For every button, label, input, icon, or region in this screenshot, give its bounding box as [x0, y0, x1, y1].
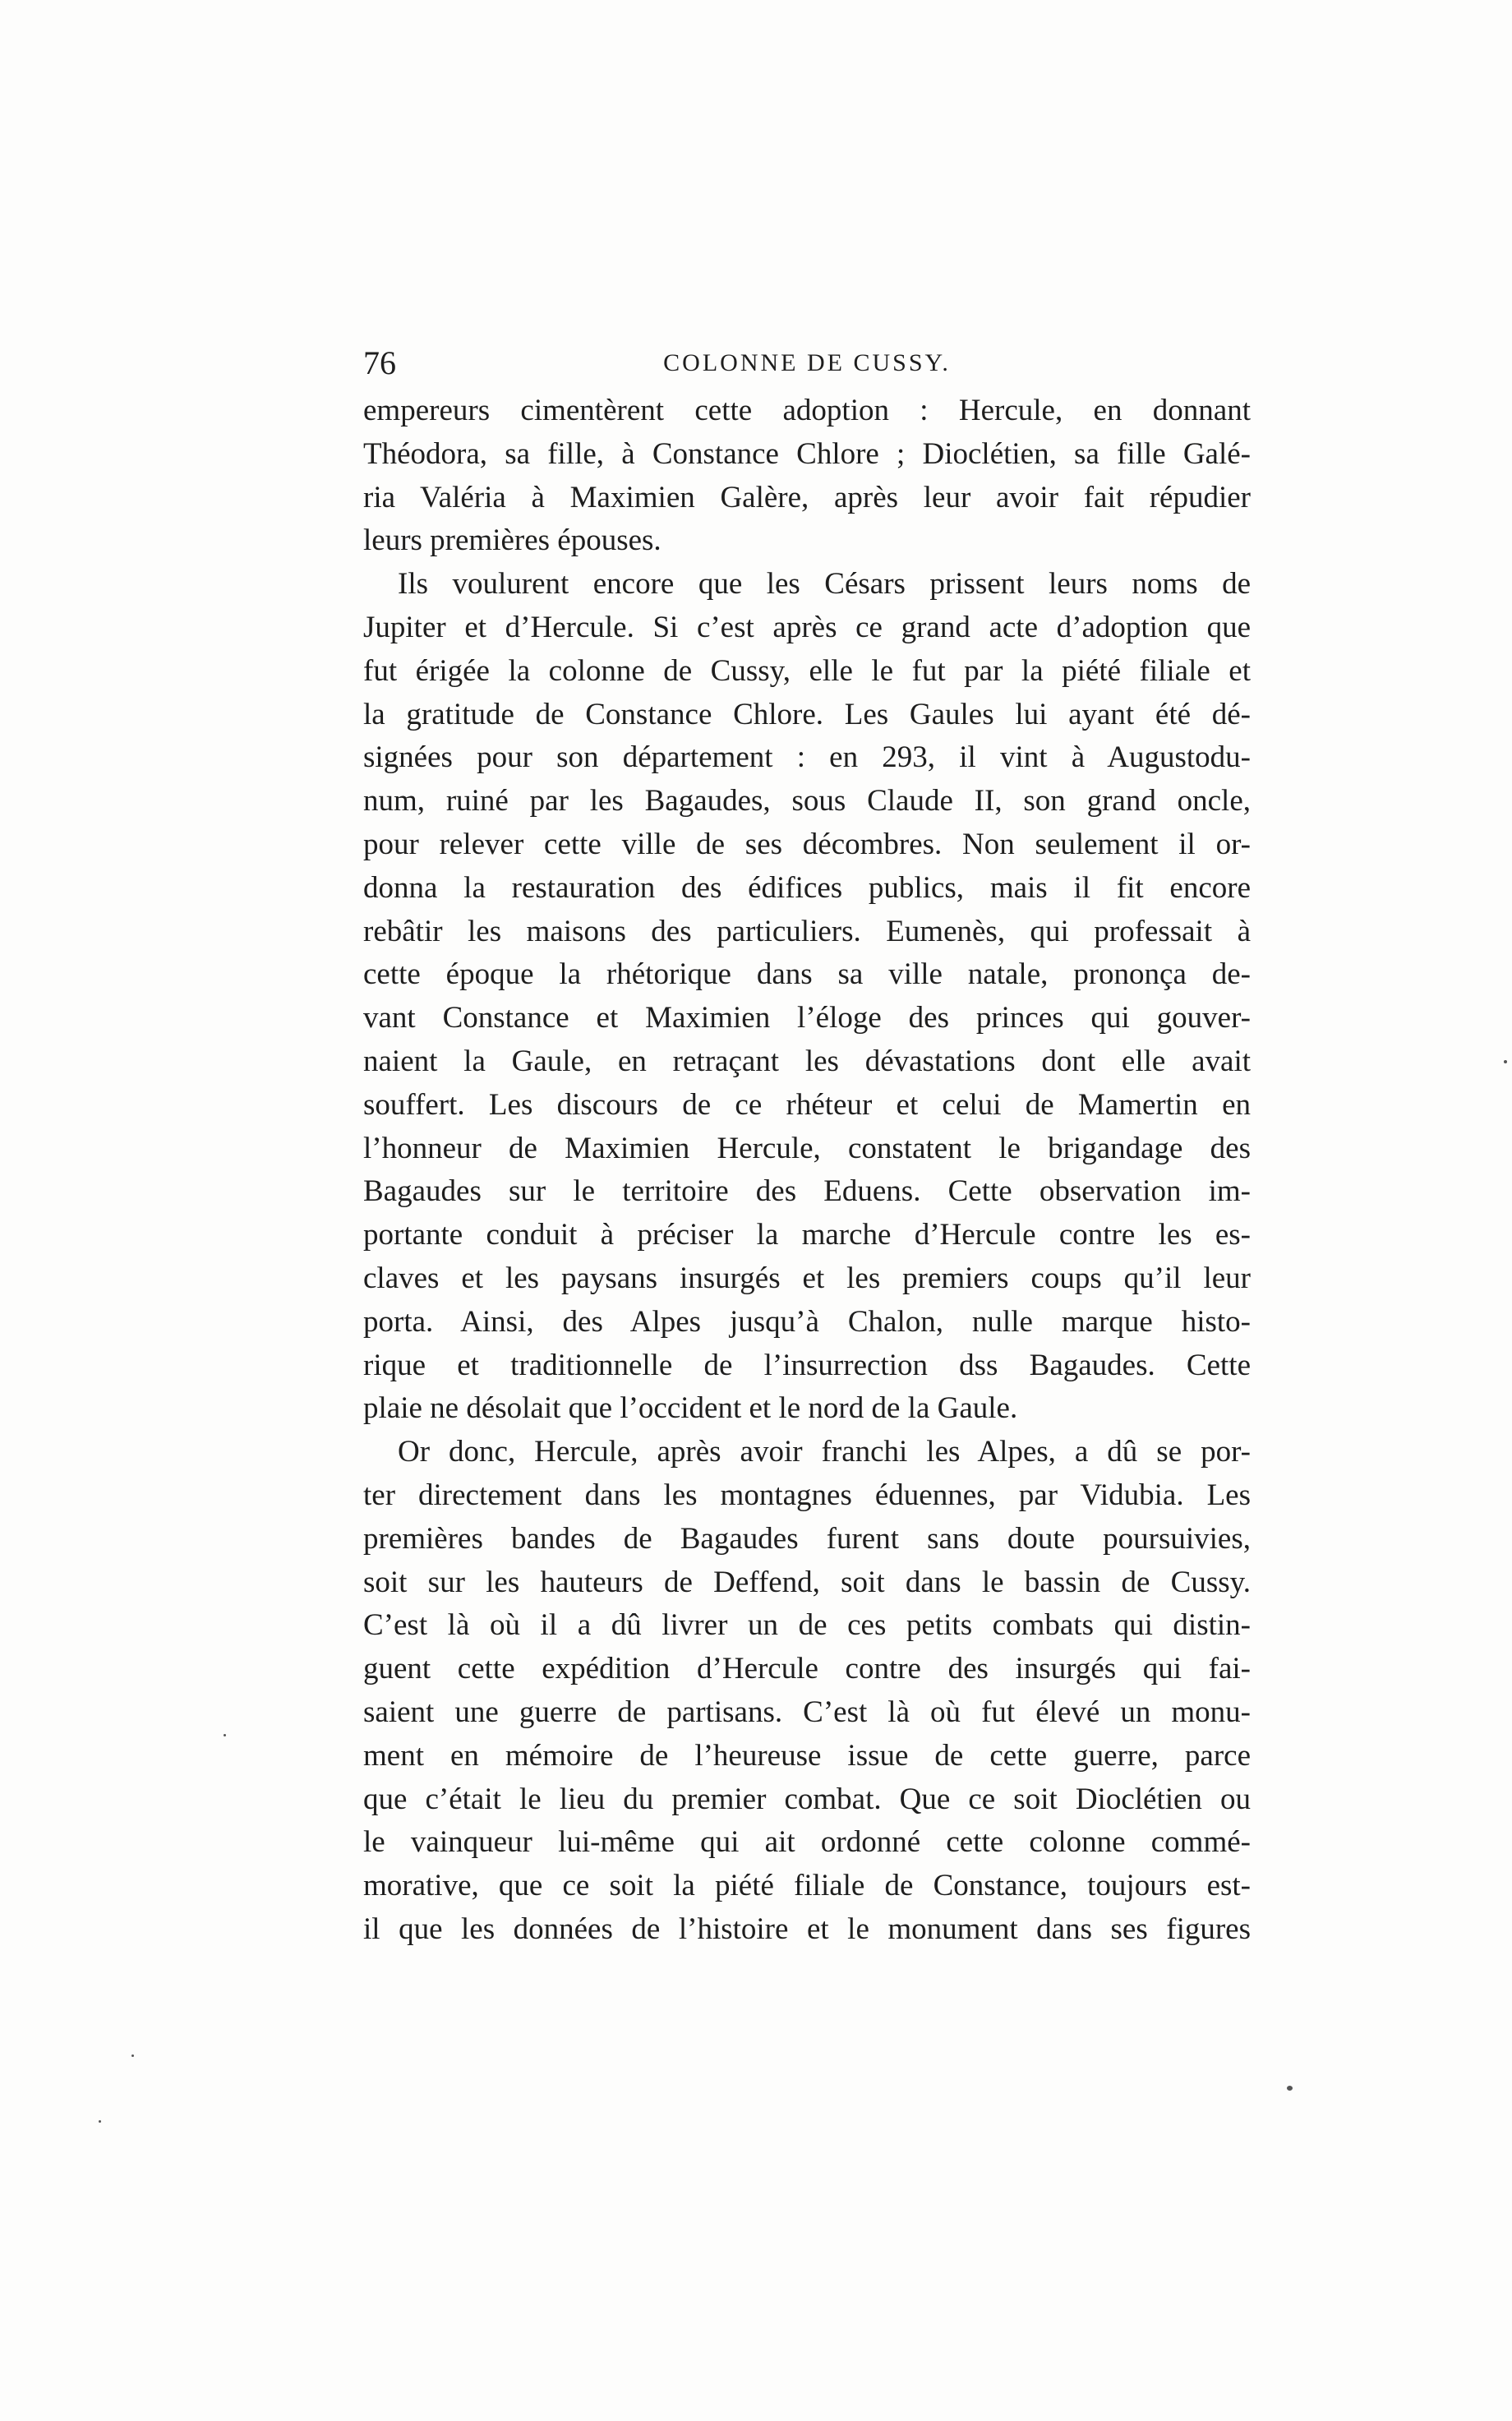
text-line: guent cette expédition d’Hercule contre des insurgés qui fai- — [363, 1652, 1251, 1686]
text-line: ria Valéria à Maximien Galère, après leur avoir fait répudier — [363, 480, 1251, 514]
page-number: 76 — [363, 344, 396, 381]
text-line: Or donc, Hercule, après avoir franchi les Alpes, a dû se por- — [398, 1435, 1251, 1469]
text-line: il que les données de l’histoire et le monument dans ses figures — [363, 1911, 1251, 1946]
text-line: cette époque la rhétorique dans sa ville natale, prononça de- — [363, 957, 1251, 992]
text-line: ment en mémoire de l’heureuse issue de cette guerre, parce — [363, 1738, 1251, 1773]
text-line: vant Constance et Maximien l’éloge des princes qui gouver- — [363, 1001, 1251, 1035]
text-line: soit sur les hauteurs de Deffend, soit dans le bassin de Cussy. — [363, 1565, 1251, 1599]
text-line: rebâtir les maisons des particuliers. Eumenès, qui professait à — [363, 914, 1251, 948]
text-line: signées pour son département : en 293, il vint à Augustodu- — [363, 740, 1251, 775]
text-line: ter directement dans les montagnes éduennes, par Vidubia. Les — [363, 1478, 1251, 1512]
text-line: Jupiter et d’Hercule. Si c’est après ce grand acte d’adoption que — [363, 610, 1251, 644]
text-line: portante conduit à préciser la marche d’Hercule contre les es- — [363, 1218, 1251, 1252]
text-line: fut érigée la colonne de Cussy, elle le fut par la piété filiale et — [363, 653, 1251, 688]
paper-speck — [1287, 2086, 1293, 2091]
paper-speck — [131, 2054, 134, 2057]
text-line: Bagaudes sur le territoire des Eduens. Cette observation im- — [363, 1174, 1251, 1209]
text-line: C’est là où il a dû livrer un de ces petits combats qui distin- — [363, 1608, 1251, 1643]
text-line: que c’était le lieu du premier combat. Que ce soit Dioclétien ou — [363, 1782, 1251, 1816]
text-line: souffert. Les discours de ce rhéteur et celui de Mamertin en — [363, 1087, 1251, 1122]
text-line: porta. Ainsi, des Alpes jusqu’à Chalon, nulle marque histo- — [363, 1304, 1251, 1339]
text-line: saient une guerre de partisans. C’est là où fut élevé un monu- — [363, 1695, 1251, 1729]
text-line: donna la restauration des édifices publics, mais il fit encore — [363, 870, 1251, 905]
text-line: pour relever cette ville de ses décombres. Non seulement il or- — [363, 827, 1251, 861]
text-line: empereurs cimentèrent cette adoption : Hercule, en donnant — [363, 394, 1251, 427]
text-line: naient la Gaule, en retraçant les dévastations dont elle avait — [363, 1044, 1251, 1078]
running-head — [363, 339, 1251, 388]
text-line: premières bandes de Bagaudes furent sans doute poursuivies, — [363, 1521, 1251, 1556]
text-line: morative, que ce soit la piété filiale de Constance, toujours est- — [363, 1869, 1251, 1903]
text-line: rique et traditionnelle de l’insurrection dss Bagaudes. Cette — [363, 1348, 1251, 1382]
text-line: Ils voulurent encore que les Césars prissent leurs noms de — [398, 567, 1251, 602]
text-line: num, ruiné par les Bagaudes, sous Claude II, son grand oncle, — [363, 784, 1251, 819]
text-line: leurs premières épouses. — [363, 523, 662, 558]
text-line: la gratitude de Constance Chlore. Les Gaules lui ayant été dé- — [363, 697, 1251, 731]
text-line: le vainqueur lui-même qui ait ordonné cette colonne commé- — [363, 1825, 1251, 1860]
paper-speck — [1504, 1060, 1507, 1063]
paper-speck — [224, 1734, 226, 1736]
text-line: plaie ne désolait que l’occident et le nord de la Gaule. — [363, 1391, 1018, 1426]
body-text — [363, 390, 1251, 1952]
paper-speck — [99, 2120, 101, 2123]
text-line: Théodora, sa fille, à Constance Chlore ; Dioclétien, sa fille Galé- — [363, 436, 1251, 471]
text-line: l’honneur de Maximien Hercule, constatent le brigandage des — [363, 1131, 1251, 1165]
running-title: COLONNE DE CUSSY. — [663, 349, 951, 376]
text-line: claves et les paysans insurgés et les premiers coups qu’il leur — [363, 1261, 1251, 1295]
